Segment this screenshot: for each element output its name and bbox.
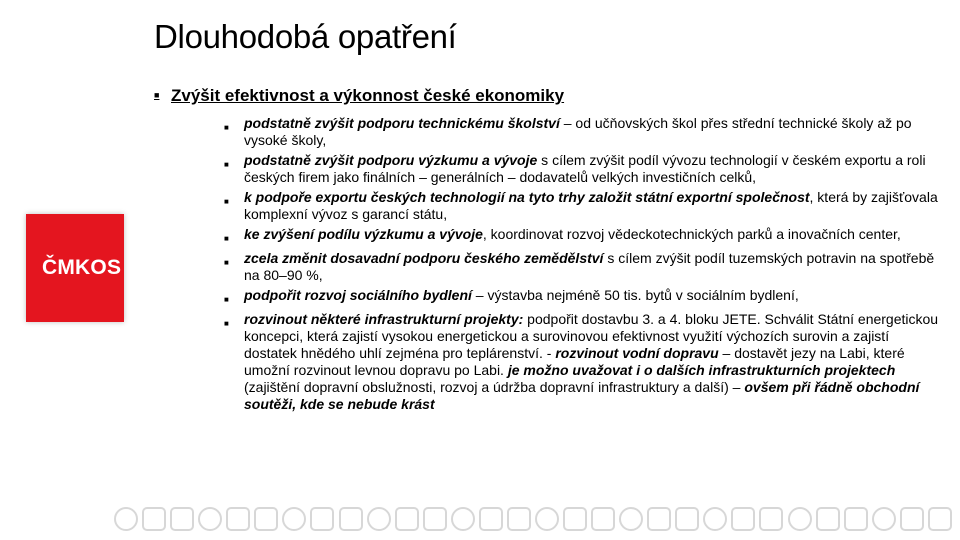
item-text: , koordinovat rozvoj vědeckotechnických parků a inovačních center, <box>482 226 901 242</box>
square-bullet-icon: ■ <box>224 258 229 267</box>
content <box>154 86 939 416</box>
item-emphasis: podpořit rozvoj sociálního bydlení <box>244 287 472 303</box>
item-emphasis: ke zvýšení podílu výzkumu a vývoje <box>244 226 483 242</box>
square-bullet-icon: ■ <box>224 234 229 243</box>
cmkos-logo <box>26 214 124 322</box>
list-item <box>224 250 939 284</box>
main-heading: Zvýšit efektivnost a výkonnost české ekonomiky <box>171 86 565 105</box>
square-bullet-icon: ■ <box>224 319 229 328</box>
union-logo <box>114 507 138 531</box>
logo-27 <box>844 507 868 531</box>
logo-18 <box>591 507 615 531</box>
plane-logo <box>788 507 812 531</box>
item-emphasis: k podpoře exportu českých technologií na tyto trhy založit státní exportní společnost <box>244 189 810 205</box>
list-item <box>224 311 939 413</box>
bell-logo <box>170 507 194 531</box>
item-text: s cílem zvýšit podíl vývozu technologií v českém exportu a roli českých firem jako finálních – generálních – dodavatelů velkých investičních celků, <box>244 152 926 185</box>
item-emphasis: podstatně zvýšit podporu technickému školství <box>244 115 560 131</box>
logo-text: ČMKOS <box>42 256 122 279</box>
item-text: – dostavět jezy na Labi, které umožní rozvinout levnou dopravu po Labi. <box>244 345 905 378</box>
logo-22 <box>703 507 727 531</box>
osd-logo <box>282 507 306 531</box>
item-text: – výstavba nejméně 50 tis. bytů v sociálním bydlení, <box>471 287 799 303</box>
item-emphasis: ovšem při řádně obchodní soutěži, kde se nebude krást <box>244 379 920 412</box>
list-item <box>224 152 939 186</box>
os-logo <box>254 507 278 531</box>
vv-logo <box>647 507 671 531</box>
k-logo <box>367 507 391 531</box>
cmo-logo <box>310 507 334 531</box>
square-bullet-icon: ■ <box>224 197 229 206</box>
page-title: Dlouhodobá opatření <box>154 18 457 55</box>
logo-26 <box>816 507 840 531</box>
logo-28 <box>872 507 896 531</box>
list-item <box>224 287 939 308</box>
list-item <box>224 189 939 223</box>
flower-logo <box>198 507 222 531</box>
dlv-logo <box>423 507 447 531</box>
ospo-logo <box>395 507 419 531</box>
logo-24 <box>759 507 783 531</box>
sub-list <box>224 115 939 413</box>
list-item <box>224 115 939 149</box>
item-text: podpořit dostavbu 3. a 4. bloku JETE. Schválit Státní energetickou koncepci, která zajistí vysokou energetickou a surovinovou efektivnost využití výchozích surovin a zajistí dostatek hnědého uhlí zejména pro teplárenství. - <box>244 311 939 361</box>
logo-19 <box>619 507 643 531</box>
item-emphasis: podstatně zvýšit podporu výzkumu a vývoje <box>244 152 538 168</box>
ospzv-logo <box>226 507 250 531</box>
item-text: , která by zajišťovala komplexní vývoz s garancí státu, <box>244 189 938 222</box>
square-bullet-icon: ■ <box>224 160 229 169</box>
logo-29 <box>900 507 924 531</box>
square-bullet-icon: ■ <box>224 123 229 132</box>
item-text: s cílem zvýšit podíl tuzemských potravin na spotřebě na 80–90 %, <box>244 250 935 283</box>
list-item <box>224 226 939 247</box>
main-bullet <box>154 86 939 106</box>
item-emphasis: rozvinout některé infrastrukturní projekty: <box>244 311 524 327</box>
footer-logo-strip <box>114 502 952 536</box>
vos-logo <box>928 507 952 531</box>
logo-21 <box>675 507 699 531</box>
item-emphasis: zcela změnit dosavadní podporu českého zemědělství <box>244 250 604 266</box>
logo-23 <box>731 507 755 531</box>
ospsk-logo <box>451 507 475 531</box>
kovo-logo <box>339 507 363 531</box>
cup-logo <box>142 507 166 531</box>
logo-14 <box>479 507 503 531</box>
item-emphasis: je možno uvažovat i o dalších infrastrukturních projektech <box>507 362 896 378</box>
logo-16 <box>535 507 559 531</box>
square-bullet-icon: ■ <box>154 90 160 100</box>
square-bullet-icon: ■ <box>224 295 229 304</box>
logo-15 <box>507 507 531 531</box>
item-text: (zajištění dopravní obslužnosti, rozvoj a údržba dopravní infrastruktury a další) – <box>244 379 745 395</box>
item-emphasis: rozvinout vodní dopravu <box>555 345 719 361</box>
item-text: – od učňovských škol přes střední technické školy až po vysoké školy, <box>244 115 912 148</box>
logo-17 <box>563 507 587 531</box>
